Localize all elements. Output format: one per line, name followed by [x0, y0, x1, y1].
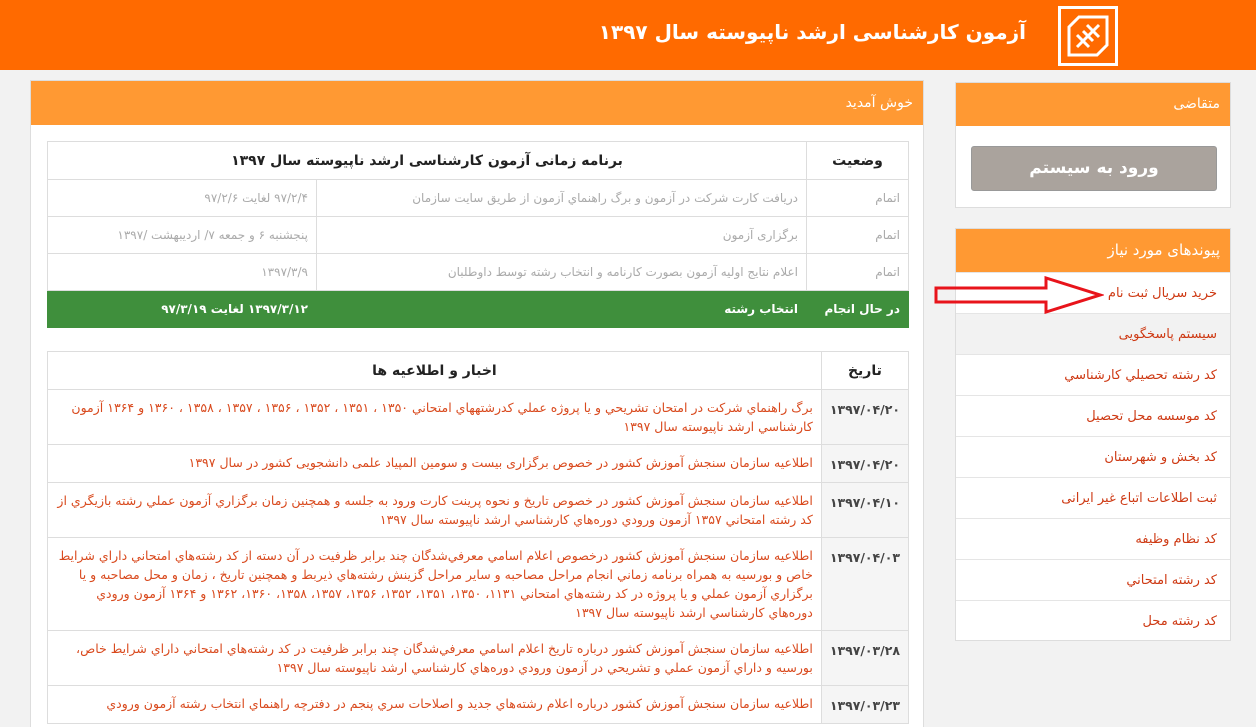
news-row [48, 390, 909, 445]
news-row [48, 538, 909, 631]
news-row [48, 483, 909, 538]
news-title-header: اخبار و اطلاعیه ها [48, 352, 822, 390]
news-link[interactable]: اطلاعيه سازمان سنجش آموزش كشور درباره اعلام رشته‌هاي جديد و اصلاحات سري پنجم در دفترچه راهنماي انتخاب رشته آزمون ورودي [48, 686, 822, 724]
news-row [48, 631, 909, 686]
site-logo-icon[interactable] [1058, 6, 1118, 66]
news-header-row [48, 352, 909, 390]
link-county-code[interactable]: کد بخش و شهرستان [956, 436, 1230, 477]
news-date-header: تاریخ [821, 352, 908, 390]
link-exam-field-code[interactable]: کد رشته امتحاني [956, 559, 1230, 600]
link-foreign-nationals[interactable]: ثبت اطلاعات اتباع غير ايرانی [956, 477, 1230, 518]
schedule-title-header: برنامه زمانی آزمون کارشناسی ارشد ناپیوسته سال ۱۳۹۷ [48, 142, 807, 180]
link-military-code[interactable]: کد نظام وظيفه [956, 518, 1230, 559]
link-institution-code[interactable]: کد موسسه محل تحصيل [956, 395, 1230, 436]
news-link[interactable]: اطلاعيه سازمان سنجش آموزش کشور درخصوص اعلام اسامي معرفي‌شدگان چند برابر ظرفيت در آن دسته از كد رشته‌هاي امتحاني داراي شرايط خاص و بورسيه به همراه برنامه زماني انجام مراحل مصاحبه و ساير مراحل گزينش رشته‌هاي ذيربط و همچنين تاريخ ، زمان و محل مصاحبه و يا برگزاري آزمون عملي و يا پروژه در كد رشته‌هاي امتحاني ۱۱۳۱، ۱۳۵۰، ۱۳۵۱، ۱۳۵۲، ۱۳۵۶، ۱۳۵۷، ۱۳۵۸، ۱۳۶۰، ۱۳۶۲ و ۱۳۶۴ آزمون ورودي دوره‌هاي كارشناسي ارشد ناپيوسته سال ۱۳۹۷ [48, 538, 822, 631]
link-bachelor-field-code[interactable]: کد رشته تحصيلي کارشناسي [956, 354, 1230, 395]
schedule-desc: برگزاری آزمون [317, 217, 807, 254]
schedule-desc: انتخاب رشته [317, 291, 807, 328]
required-links-title: پیوندهای مورد نیاز [956, 229, 1230, 272]
news-date: ۱۳۹۷/۰۴/۲۰ [821, 390, 908, 445]
schedule-row [48, 254, 909, 291]
news-link[interactable]: اطلاعيه سازمان سنجش آموزش كشور درباره تاريخ اعلام اسامي معرفي‌شدگان چند برابر ظرفيت در كد رشته‌هاي امتحاني داراي شرايط خاص، بورسيه و داراي آزمون عملي و تشريحي در آزمون ورودي دوره‌هاي كارشناسي ارشد ناپيوسته سال ۱۳۹۷ [48, 631, 822, 686]
schedule-date: ۹۷/۲/۴ لغایت ۹۷/۲/۶ [48, 180, 317, 217]
news-date: ۱۳۹۷/۰۴/۱۰ [821, 483, 908, 538]
news-date: ۱۳۹۷/۰۳/۲۳ [821, 686, 908, 724]
schedule-status: اتمام [807, 254, 909, 291]
news-link[interactable]: اطلاعيه سازمان سنجش آموزش کشور در خصوص تاريخ و نحوه پرينت كارت ورود به جلسه و همچنين زمان برگزاري آزمون عملي رشته بازيگري از كد رشته امتحاني ۱۳۵۷ آزمون ورودي دوره‌هاي کارشناسي ارشد ناپيوسته سال ۱۳۹۷ [48, 483, 822, 538]
schedule-row-active [48, 291, 909, 328]
schedule-row [48, 180, 909, 217]
schedule-row [48, 217, 909, 254]
news-date: ۱۳۹۷/۰۳/۲۸ [821, 631, 908, 686]
schedule-desc: اعلام نتايج اوليه آزمون بصورت کارنامه و انتخاب رشته توسط داوطلبان [317, 254, 807, 291]
news-link[interactable]: برگ راهنماي شرکت در امتحان تشريحي و يا پروژه عملي کدرشتههاي امتحاني ۱۳۵۰ ، ۱۳۵۱ ، ۱۳۵۲ ، ۱۳۵۶ ، ۱۳۵۷ ، ۱۳۵۸ ، ۱۳۶۰ و ۱۳۶۴ آزمون کارشناسي ارشد ناپيوسته سال ۱۳۹۷ [48, 390, 822, 445]
schedule-status-header: وضعیت [807, 142, 909, 180]
news-date: ۱۳۹۷/۰۴/۲۰ [821, 445, 908, 483]
schedule-status: در حال انجام [807, 291, 909, 328]
news-row [48, 686, 909, 724]
link-buy-serial[interactable]: خرید سریال ثبت نام [956, 272, 1230, 313]
schedule-table [47, 141, 909, 328]
schedule-header-row [48, 142, 909, 180]
welcome-panel [30, 80, 924, 727]
site-title: آزمون کارشناسی ارشد ناپیوسته سال ۱۳۹۷ [598, 20, 1026, 44]
top-header [0, 0, 1256, 70]
link-field-place-code[interactable]: کد رشته محل [956, 600, 1230, 641]
applicant-panel-title: متقاضی [956, 83, 1230, 126]
applicant-panel [955, 82, 1231, 208]
news-link[interactable]: اطلاعیه سازمان سنجش آموزش کشور در خصوص برگزاری بیست و سومین المپیاد علمی دانشجویی کشور در سال ۱۳۹۷ [48, 445, 822, 483]
link-response-system[interactable]: سیستم پاسخگویی [956, 313, 1230, 354]
schedule-date: ۱۳۹۷/۳/۹ [48, 254, 317, 291]
schedule-status: اتمام [807, 180, 909, 217]
welcome-title: خوش آمدید [31, 81, 923, 125]
schedule-desc: دریافت کارت شرکت در آزمون و برگ راهنماي آزمون از طريق سايت سازمان [317, 180, 807, 217]
login-button[interactable]: ورود به سیستم [971, 146, 1217, 191]
news-table [47, 351, 909, 724]
schedule-date: پنجشنبه ۶ و جمعه ۷/ اردیبهشت /۱۳۹۷ [48, 217, 317, 254]
red-arrow-icon [934, 276, 1104, 314]
news-date: ۱۳۹۷/۰۴/۰۳ [821, 538, 908, 631]
schedule-status: اتمام [807, 217, 909, 254]
news-row [48, 445, 909, 483]
schedule-date: ۱۳۹۷/۳/۱۲ لغایت ۹۷/۳/۱۹ [48, 291, 317, 328]
